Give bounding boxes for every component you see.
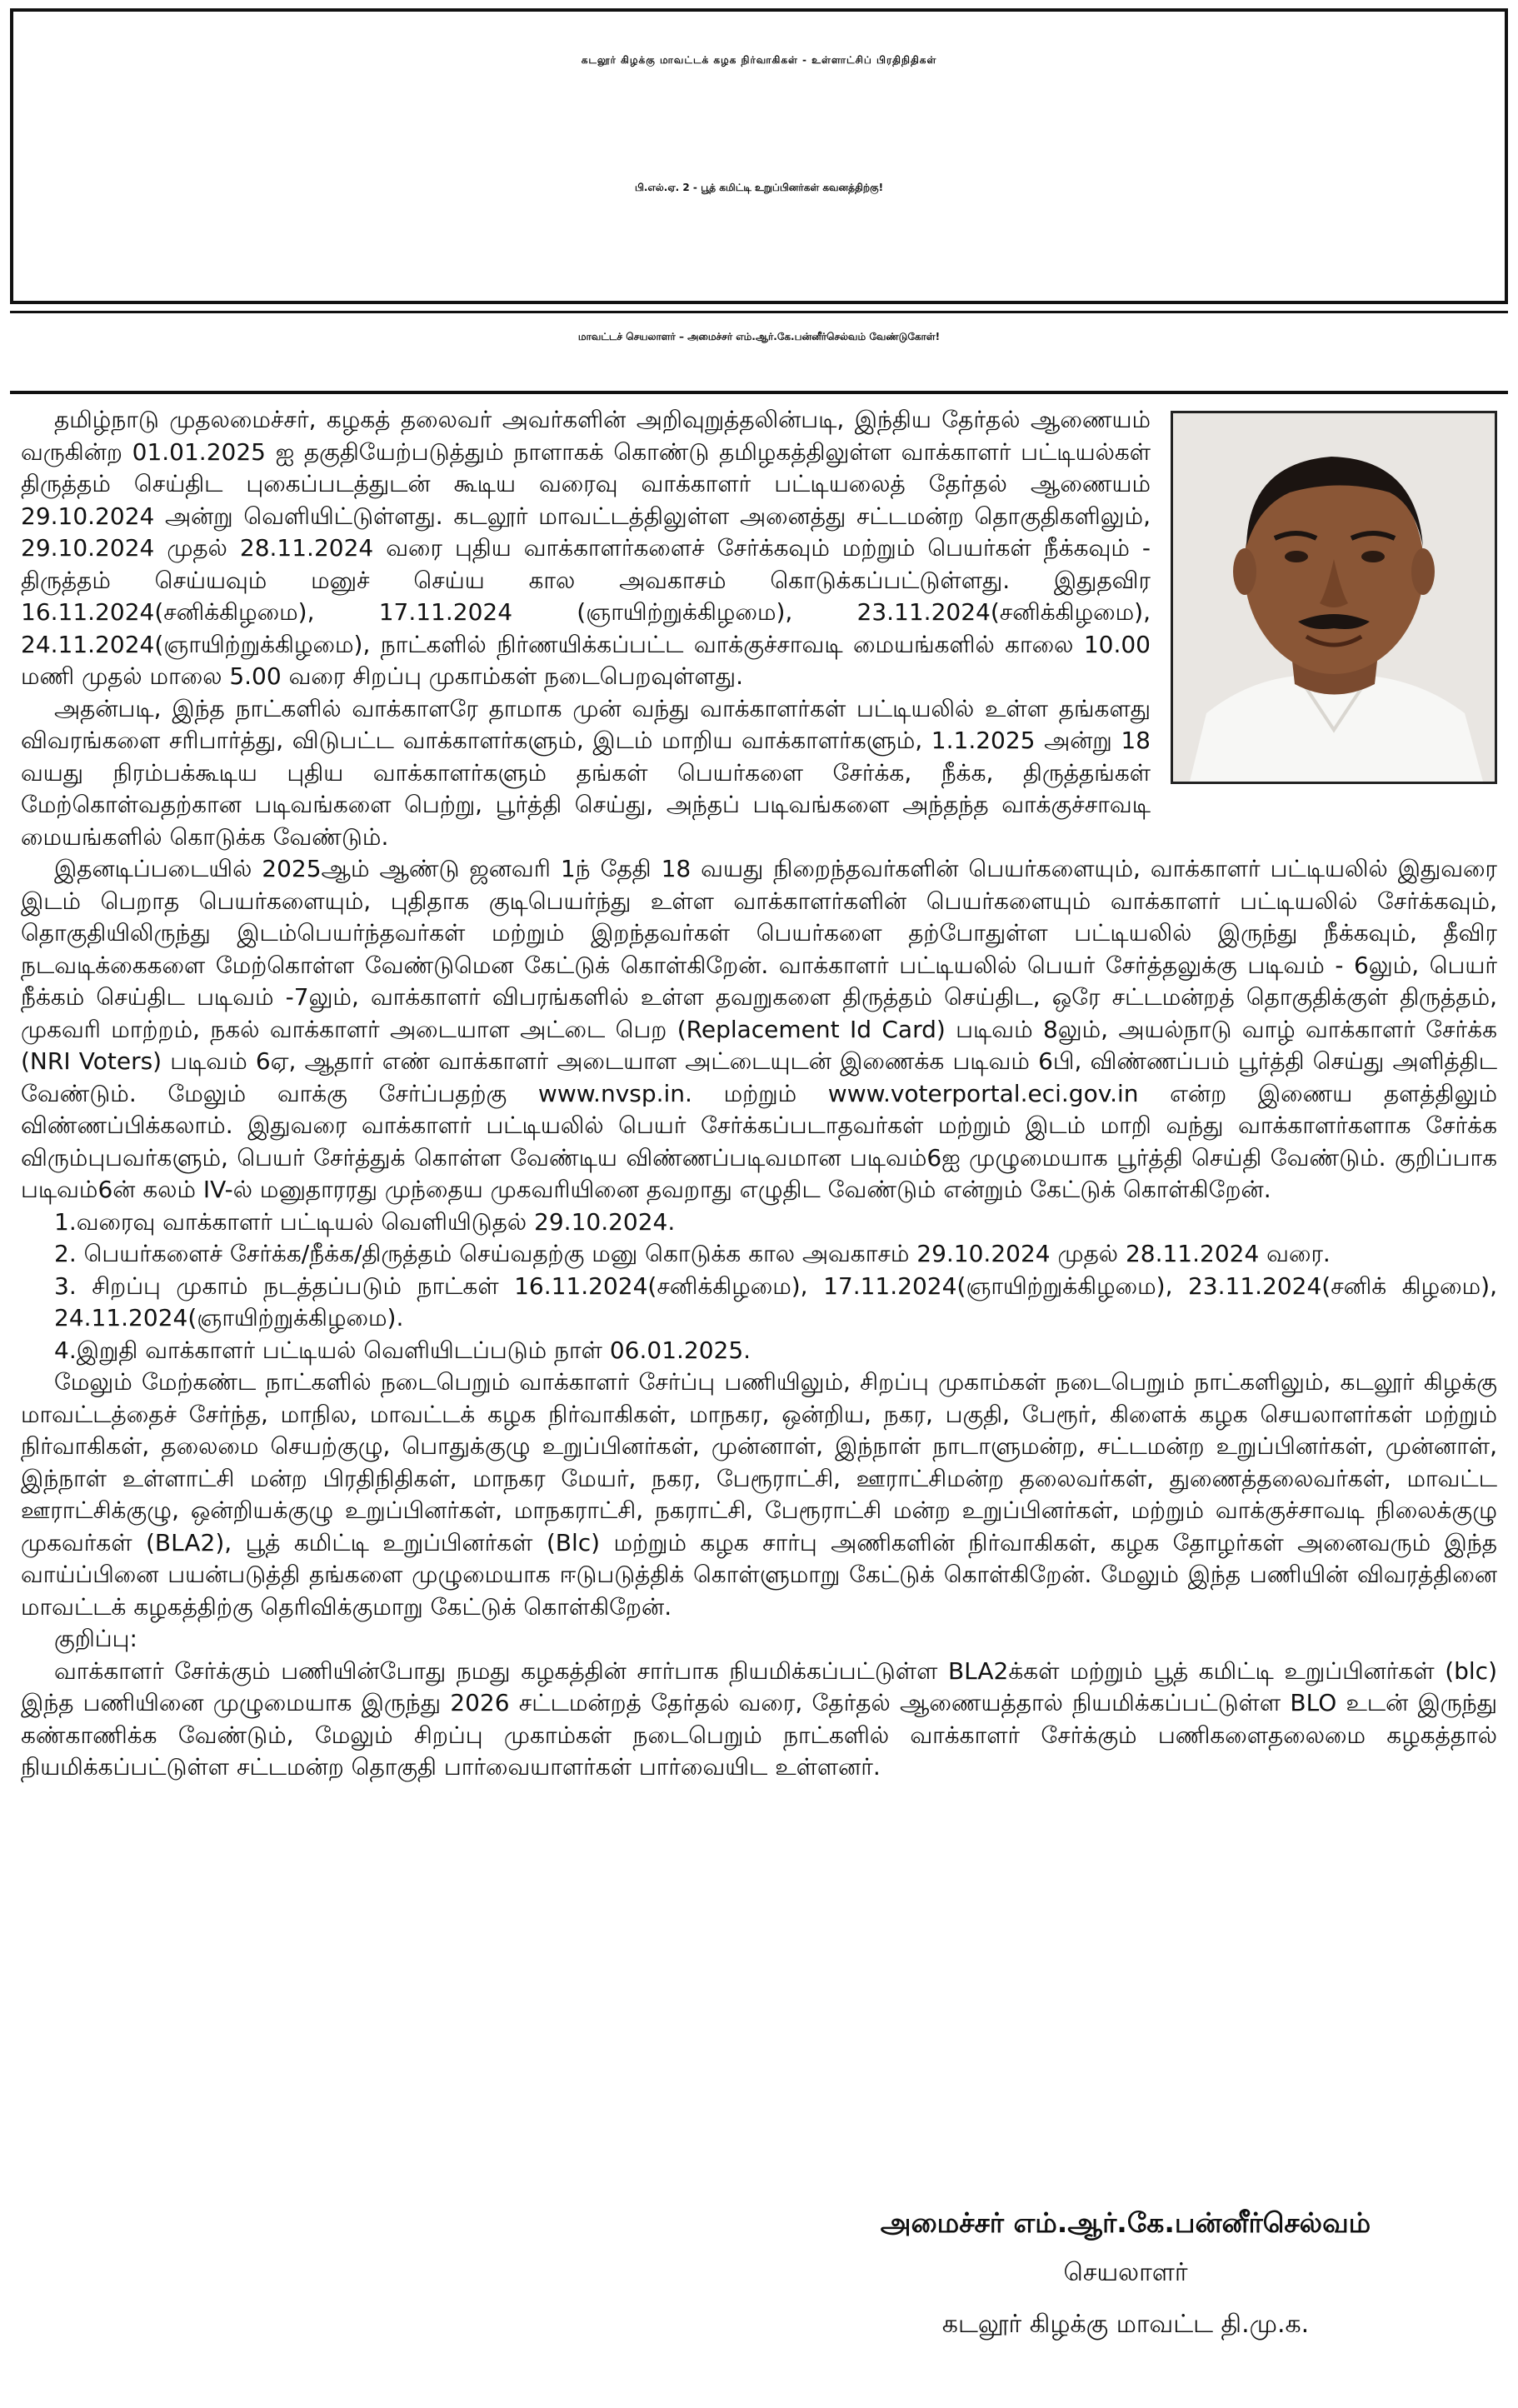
list-item-2: 2. பெயர்களைச் சேர்க்க/நீக்க/திருத்தம் செய்வதற்கு மனு கொடுக்க கால அவகாசம் 29.10.2024 முதல் 28.11.2024 வரை. (54, 1240, 1331, 1267)
paragraph-3: இதனடிப்படையில் 2025ஆம் ஆண்டு ஜனவரி 1ந் தேதி 18 வயது நிறைந்தவர்களின் பெயர்களையும், வாக்காளர் பட்டியலில் இதுவரை இடம் பெறாத பெயர்களையும், புதிதாக குடிபெயர்ந்து உள்ள வாக்காளர்களின் பெயர்களையும் வாக்காளர் பட்டியலில் சேர்க்கவும், தொகுதியிலிருந்து இடம்பெயர்ந்தவர்கள் மற்றும் இறந்தவர்கள் பெயர்களை தற்போதுள்ள பட்டியலில் இருந்து நீக்கவும், தீவிர நடவடிக்கைகளை மேற்கொள்ள வேண்டுமென கேட்டுக் கொள்கிறேன். வாக்காளர் பட்டியலில் பெயர் சேர்த்தலுக்கு படிவம் - 6லும், பெயர் நீக்கம் செய்திட படிவம் -7லும், வாக்காளர் விபரங்களில் உள்ள தவறுகளை திருத்தம் செய்திட, ஒரே சட்டமன்றத் தொகுதிக்குள் திருத்தம், முகவரி மாற்றம், நகல் வாக்காளர் அடையாள அட்டை பெற (Replacement Id Card) படிவம் 8லும், அயல்நாடு வாழ் வாக்காளர் சேர்க்க (NRI Voters) படிவம் 6ஏ, ஆதார் எண் வாக்காளர் அடையாள அட்டையுடன் இணைக்க படிவம் 6பி, விண்ணப்பம் பூர்த்தி செய்து அளித்திட வேண்டும். மேலும் வாக்கு சேர்ப்பதற்கு www.nvsp.in. மற்றும் www.voterportal.eci.gov.in என்ற இணைய தளத்திலும் விண்ணப்பிக்கலாம். இதுவரை வாக்காளர் பட்டியலில் பெயர் சேர்க்கப்படாதவர்கள் மற்றும் இடம் மாறி வந்து வாக்காளர்களாக சேர்க்க விரும்புபவர்களும், பெயர் சேர்த்துக் கொள்ள வேண்டிய விண்ணப்படிவமான படிவம்6ஐ முழுமையாக பூர்த்தி செய்தி வேண்டும். குறிப்பாக படிவம்6ன் கலம் IV-ல் மனுதாரரது முந்தைய முகவரியினை தவறாது எழுதிட வேண்டும் என்றும் கேட்டுக் கொள்கிறேன். (21, 855, 1497, 1203)
portrait-illustration (1173, 413, 1495, 782)
list-item-4: 4.இறுதி வாக்காளர் பட்டியல் வெளியிடப்படும் நாள் 06.01.2025. (54, 1336, 752, 1364)
paragraph-2: அதன்படி, இந்த நாட்களில் வாக்காளரே தாமாக முன் வந்து வாக்காளர்கள் பட்டியலில் உள்ள தங்களது விவரங்களை சரிபார்த்து, விடுபட்ட வாக்காளர்களும், இடம் மாறிய வாக்காளர்களும், 1.1.2025 அன்று 18 வயது நிரம்பக்கூடிய புதிய வாக்காளர்களும் தங்கள் பெயர்களை சேர்க்க, நீக்க, திருத்தங்கள் மேற்கொள்வதற்கான படிவங்களை பெற்று, பூர்த்தி செய்து, அந்தப் படிவங்களை அந்தந்த வாக்குச்சாவடி மையங்களில் கொடுக்க வேண்டும். (21, 694, 1151, 851)
note-title: குறிப்பு: (54, 1625, 137, 1652)
list-item-3: 3. சிறப்பு முகாம் நடத்தப்படும் நாட்கள் 16.11.2024(சனிக்கிழமை), 17.11.2024(ஞாயிற்றுக்கிழமை), 23.11.2024(சனிக் கிழமை), 24.11.2024(ஞாயிற்றுக்கிழமை). (54, 1271, 1497, 1331)
subheadline-box (10, 311, 1508, 394)
article-body (21, 404, 1497, 1784)
headline-line-1: கடலூர் கிழக்கு மாவட்டக் கழக நிர்வாகிகள் - உள்ளாட்சிப் பிரதிநிதிகள் (581, 54, 937, 66)
signature-organization: கடலூர் கிழக்கு மாவட்ட தி.மு.க. (941, 2310, 1310, 2339)
paragraph-1: தமிழ்நாடு முதலமைச்சர், கழகத் தலைவர் அவர்களின் அறிவுறுத்தலின்படி, இந்திய தேர்தல் ஆணையம் வருகின்ற 01.01.2025 ஐ தகுதியேற்படுத்தும் நாளாகக் கொண்டு தமிழகத்திலுள்ள வாக்காளர் பட்டியல்கள் திருத்தம் செய்திட புகைப்படத்துடன் கூடிய வரைவு வாக்காளர் பட்டியலைத் தேர்தல் ஆணையம் 29.10.2024 அன்று வெளியிட்டுள்ளது. கடலூர் மாவட்டத்திலுள்ள அனைத்து சட்டமன்ற தொகுதிகளிலும், 29.10.2024 முதல் 28.11.2024 வரை புதிய வாக்காளர்களைச் சேர்க்கவும் மற்றும் பெயர்கள் நீக்கவும் - திருத்தம் செய்யவும் மனுச் செய்ய கால அவகாசம் கொடுக்கப்பட்டுள்ளது. இதுதவிர 16.11.2024(சனிக்கிழமை), 17.11.2024 (ஞாயிற்றுக்கிழமை), 23.11.2024(சனிக்கிழமை), 24.11.2024(ஞாயிற்றுக்கிழமை), நாட்களில் நிர்ணயிக்கப்பட்ட வாக்குச்சாவடி மையங்களில் காலை 10.00 மணி முதல் மாலை 5.00 வரை சிறப்பு முகாம்கள் நடைபெறவுள்ளது. (21, 406, 1151, 690)
signature-name: அமைச்சர் எம்.ஆர்.கே.பன்னீர்செல்வம் (880, 2206, 1371, 2239)
list-item-1: 1.வரைவு வாக்காளர் பட்டியல் வெளியிடுதல் 29.10.2024. (54, 1207, 676, 1236)
signature-role: செயலாளர் (1063, 2258, 1188, 2287)
subheadline: மாவட்டச் செயலாளர் – அமைச்சர் எம்.ஆர்.கே.பன்னீர்செல்வம் வேண்டுகோள்! (577, 331, 941, 342)
closing-paragraph: மேலும் மேற்கண்ட நாட்களில் நடைபெறும் வாக்காளர் சேர்ப்பு பணியிலும், சிறப்பு முகாம்கள் நடைபெறும் நாட்களிலும், கடலூர் கிழக்கு மாவட்டத்தைச் சேர்ந்த, மாநில, மாவட்டக் கழக நிர்வாகிகள், மாநகர, ஒன்றிய, நகர, பகுதி, பேரூர், கிளைக் கழக செயலாளர்கள் மற்றும் நிர்வாகிகள், தலைமை செயற்குழு, பொதுக்குழு உறுப்பினர்கள், முன்னாள், இந்நாள் நாடாளுமன்ற, சட்டமன்ற உறுப்பினர்கள், முன்னாள், இந்நாள் உள்ளாட்சி மன்ற பிரதிநிதிகள், மாநகர மேயர், நகர, பேரூராட்சி, ஊராட்சிமன்ற தலைவர்கள், துணைத்தலைவர்கள், மாவட்ட ஊராட்சிக்குழு, ஒன்றியக்குழு உறுப்பினர்கள், மாநகராட்சி, நகராட்சி, பேரூராட்சி மன்ற உறுப்பினர்கள், மற்றும் வாக்குச்சாவடி நிலைக்குழு முகவர்கள் (BLA2), பூத் கமிட்டி உறுப்பினர்கள் (Blc) மற்றும் கழக சார்பு அணிகளின் நிர்வாகிகள், கழக தோழர்கள் அனைவரும் இந்த வாய்ப்பினை பயன்படுத்தி தங்களை முழுமையாக ஈடுபடுத்திக் கொள்ளுமாறு கேட்டுக் கொள்கிறேன். மேலும் இந்த பணியின் விவரத்தினை மாவட்டக் கழகத்திற்கு தெரிவிக்குமாறு கேட்டுக் கொள்கிறேன். (21, 1368, 1497, 1621)
headline-box (10, 8, 1508, 304)
headline-line-2: பி.எல்.ஏ. 2 - பூத் கமிட்டி உறுப்பினர்கள் கவனத்திற்கு! (634, 182, 884, 193)
note-text: வாக்காளர் சேர்க்கும் பணியின்போது நமது கழகத்தின் சார்பாக நியமிக்கப்பட்டுள்ள BLA2க்கள் மற்றும் பூத் கமிட்டி உறுப்பினர்கள் (blc) இந்த பணியினை முழுமையாக இருந்து 2026 சட்டமன்றத் தேர்தல் வரை, தேர்தல் ஆணையத்தால் நியமிக்கப்பட்டுள்ள BLO உடன் இருந்து கண்காணிக்க வேண்டும், மேலும் சிறப்பு முகாம்கள் நடைபெறும் நாட்களில் வாக்காளர் சேர்க்கும் பணிகளைதலைமை கழகத்தால் நியமிக்கப்பட்டுள்ள சட்டமன்ற தொகுதி பார்வையாளர்கள் பார்வையிட உள்ளனர். (21, 1656, 1497, 1781)
portrait-photo (1171, 411, 1497, 784)
